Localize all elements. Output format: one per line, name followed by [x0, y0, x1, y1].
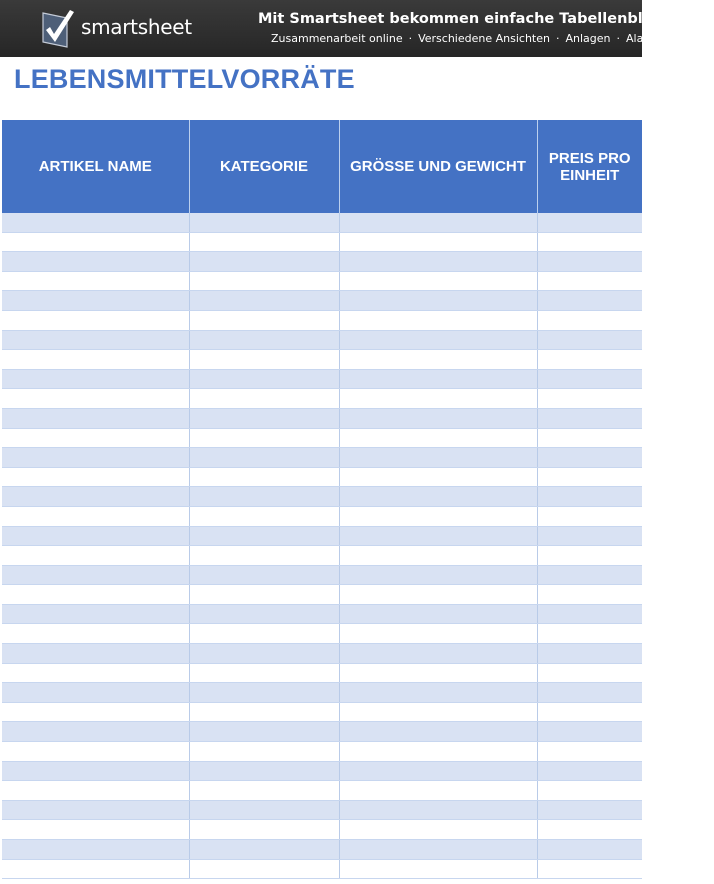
cell-category[interactable] — [189, 232, 339, 252]
table-row — [2, 761, 642, 781]
cell-size-weight[interactable] — [339, 310, 537, 330]
table-row — [2, 389, 642, 409]
cell-category[interactable] — [189, 350, 339, 370]
cell-item-name[interactable] — [2, 408, 189, 428]
feature-attachments: Anlagen — [565, 32, 611, 45]
cell-category[interactable] — [189, 624, 339, 644]
cell-category[interactable] — [189, 252, 339, 272]
cell-size-weight[interactable] — [339, 350, 537, 370]
table-row — [2, 487, 642, 507]
table-row — [2, 369, 642, 389]
cell-size-weight[interactable] — [339, 330, 537, 350]
cell-unit-price[interactable] — [537, 820, 642, 840]
inventory-table — [2, 120, 642, 879]
logo-wordmark: smartsheet — [81, 15, 192, 39]
cell-category[interactable] — [189, 800, 339, 820]
table-row — [2, 350, 642, 370]
cell-size-weight[interactable] — [339, 840, 537, 860]
cell-category[interactable] — [189, 663, 339, 683]
cell-unit-price[interactable] — [537, 487, 642, 507]
cell-unit-price[interactable] — [537, 585, 642, 605]
cell-item-name[interactable] — [2, 585, 189, 605]
cell-category[interactable] — [189, 702, 339, 722]
table-row — [2, 683, 642, 703]
cell-size-weight[interactable] — [339, 526, 537, 546]
banner-tagline[interactable]: Mit Smartsheet bekommen einfache Tabellenblätter ein — [258, 11, 714, 27]
cell-item-name[interactable] — [2, 232, 189, 252]
cell-category[interactable] — [189, 546, 339, 566]
header-category[interactable]: KATEGORIE — [189, 120, 339, 213]
banner-feature-list[interactable] — [271, 32, 648, 45]
cell-category[interactable] — [189, 330, 339, 350]
smartsheet-checkmark-icon — [40, 9, 78, 49]
table-row — [2, 644, 642, 664]
cell-item-name[interactable] — [2, 467, 189, 487]
table-header-row — [2, 120, 642, 213]
cell-unit-price[interactable] — [537, 722, 642, 742]
cell-category[interactable] — [189, 271, 339, 291]
cell-item-name[interactable] — [2, 213, 189, 232]
cell-category[interactable] — [189, 310, 339, 330]
cell-unit-price[interactable] — [537, 742, 642, 762]
cell-size-weight[interactable] — [339, 546, 537, 566]
cell-item-name[interactable] — [2, 781, 189, 801]
cell-item-name[interactable] — [2, 546, 189, 566]
cell-size-weight[interactable] — [339, 742, 537, 762]
cell-size-weight[interactable] — [339, 604, 537, 624]
cell-size-weight[interactable] — [339, 408, 537, 428]
cell-size-weight[interactable] — [339, 428, 537, 448]
cell-item-name[interactable] — [2, 330, 189, 350]
cell-category[interactable] — [189, 859, 339, 879]
cell-unit-price[interactable] — [537, 683, 642, 703]
cell-size-weight[interactable] — [339, 702, 537, 722]
cell-category[interactable] — [189, 820, 339, 840]
cell-unit-price[interactable] — [537, 624, 642, 644]
cell-unit-price[interactable] — [537, 467, 642, 487]
cell-category[interactable] — [189, 644, 339, 664]
cell-item-name[interactable] — [2, 369, 189, 389]
cell-unit-price[interactable] — [537, 761, 642, 781]
table-row — [2, 840, 642, 860]
table-row — [2, 467, 642, 487]
cell-unit-price[interactable] — [537, 702, 642, 722]
cell-unit-price[interactable] — [537, 389, 642, 409]
cell-unit-price[interactable] — [537, 369, 642, 389]
cell-category[interactable] — [189, 565, 339, 585]
table-row — [2, 820, 642, 840]
cell-unit-price[interactable] — [537, 252, 642, 272]
cell-item-name[interactable] — [2, 722, 189, 742]
table-row — [2, 585, 642, 605]
table-row — [2, 546, 642, 566]
table-row — [2, 526, 642, 546]
cell-unit-price[interactable] — [537, 271, 642, 291]
header-unit-price[interactable]: PREIS PRO EINHEIT — [537, 120, 642, 213]
cell-size-weight[interactable] — [339, 467, 537, 487]
cell-category[interactable] — [189, 683, 339, 703]
cell-item-name[interactable] — [2, 663, 189, 683]
cell-category[interactable] — [189, 487, 339, 507]
table-row — [2, 702, 642, 722]
table-row — [2, 252, 642, 272]
cell-item-name[interactable] — [2, 389, 189, 409]
smartsheet-logo[interactable] — [40, 9, 192, 49]
table-row — [2, 408, 642, 428]
table-row — [2, 291, 642, 311]
cell-size-weight[interactable] — [339, 252, 537, 272]
cell-size-weight[interactable] — [339, 859, 537, 879]
cell-unit-price[interactable] — [537, 213, 642, 232]
cell-unit-price[interactable] — [537, 408, 642, 428]
table-row — [2, 232, 642, 252]
header-size-weight[interactable]: GRÖSSE UND GEWICHT — [339, 120, 537, 213]
cell-item-name[interactable] — [2, 350, 189, 370]
header-item-name[interactable]: ARTIKEL NAME — [2, 120, 189, 213]
cell-size-weight[interactable] — [339, 820, 537, 840]
cell-unit-price[interactable] — [537, 859, 642, 879]
cell-category[interactable] — [189, 840, 339, 860]
cell-category[interactable] — [189, 428, 339, 448]
table-row — [2, 565, 642, 585]
cell-item-name[interactable] — [2, 702, 189, 722]
cell-size-weight[interactable] — [339, 585, 537, 605]
cell-size-weight[interactable] — [339, 448, 537, 468]
cell-item-name[interactable] — [2, 271, 189, 291]
cell-size-weight[interactable] — [339, 232, 537, 252]
table-row — [2, 330, 642, 350]
cell-size-weight[interactable] — [339, 291, 537, 311]
smartsheet-banner[interactable] — [0, 0, 714, 57]
cell-category[interactable] — [189, 291, 339, 311]
feature-alerts: Alar — [626, 32, 648, 45]
cell-item-name[interactable] — [2, 310, 189, 330]
cell-unit-price[interactable] — [537, 565, 642, 585]
cell-category[interactable] — [189, 742, 339, 762]
cell-size-weight[interactable] — [339, 722, 537, 742]
cell-category[interactable] — [189, 467, 339, 487]
cell-size-weight[interactable] — [339, 781, 537, 801]
feature-separator: · — [408, 32, 413, 45]
cell-item-name[interactable] — [2, 820, 189, 840]
cell-category[interactable] — [189, 604, 339, 624]
cell-item-name[interactable] — [2, 448, 189, 468]
cell-unit-price[interactable] — [537, 800, 642, 820]
table-row — [2, 800, 642, 820]
cell-item-name[interactable] — [2, 683, 189, 703]
cell-category[interactable] — [189, 506, 339, 526]
cell-item-name[interactable] — [2, 565, 189, 585]
cell-item-name[interactable] — [2, 742, 189, 762]
cell-category[interactable] — [189, 722, 339, 742]
cell-unit-price[interactable] — [537, 840, 642, 860]
cell-item-name[interactable] — [2, 252, 189, 272]
table-row — [2, 604, 642, 624]
cell-category[interactable] — [189, 448, 339, 468]
cell-size-weight[interactable] — [339, 644, 537, 664]
cell-item-name[interactable] — [2, 644, 189, 664]
cell-item-name[interactable] — [2, 428, 189, 448]
feature-collaboration: Zusammenarbeit online — [271, 32, 403, 45]
cell-size-weight[interactable] — [339, 487, 537, 507]
cell-item-name[interactable] — [2, 624, 189, 644]
cell-category[interactable] — [189, 408, 339, 428]
table-row — [2, 310, 642, 330]
cell-unit-price[interactable] — [537, 644, 642, 664]
feature-views: Verschiedene Ansichten — [418, 32, 550, 45]
cell-size-weight[interactable] — [339, 213, 537, 232]
cell-size-weight[interactable] — [339, 663, 537, 683]
cell-unit-price[interactable] — [537, 330, 642, 350]
cell-size-weight[interactable] — [339, 800, 537, 820]
table-row — [2, 742, 642, 762]
cell-item-name[interactable] — [2, 604, 189, 624]
cell-size-weight[interactable] — [339, 506, 537, 526]
cell-category[interactable] — [189, 781, 339, 801]
feature-separator: · — [616, 32, 620, 45]
cell-unit-price[interactable] — [537, 428, 642, 448]
table-row — [2, 663, 642, 683]
cell-unit-price[interactable] — [537, 232, 642, 252]
table-row — [2, 781, 642, 801]
table-row — [2, 624, 642, 644]
cell-unit-price[interactable] — [537, 604, 642, 624]
cell-size-weight[interactable] — [339, 565, 537, 585]
table-row — [2, 722, 642, 742]
table-row — [2, 506, 642, 526]
cell-item-name[interactable] — [2, 800, 189, 820]
cell-size-weight[interactable] — [339, 271, 537, 291]
cell-size-weight[interactable] — [339, 761, 537, 781]
cell-unit-price[interactable] — [537, 546, 642, 566]
cell-size-weight[interactable] — [339, 683, 537, 703]
cell-item-name[interactable] — [2, 291, 189, 311]
table-row — [2, 859, 642, 879]
cell-category[interactable] — [189, 369, 339, 389]
cell-unit-price[interactable] — [537, 506, 642, 526]
table-row — [2, 213, 642, 232]
cell-category[interactable] — [189, 761, 339, 781]
cell-item-name[interactable] — [2, 859, 189, 879]
table-row — [2, 448, 642, 468]
table-body — [2, 213, 642, 879]
cell-category[interactable] — [189, 213, 339, 232]
cell-unit-price[interactable] — [537, 448, 642, 468]
cell-size-weight[interactable] — [339, 624, 537, 644]
cell-item-name[interactable] — [2, 487, 189, 507]
cell-item-name[interactable] — [2, 526, 189, 546]
cell-category[interactable] — [189, 585, 339, 605]
cell-unit-price[interactable] — [537, 526, 642, 546]
cell-category[interactable] — [189, 526, 339, 546]
cell-unit-price[interactable] — [537, 350, 642, 370]
cell-unit-price[interactable] — [537, 291, 642, 311]
cell-unit-price[interactable] — [537, 310, 642, 330]
table-row — [2, 271, 642, 291]
cell-item-name[interactable] — [2, 761, 189, 781]
cell-size-weight[interactable] — [339, 369, 537, 389]
cell-category[interactable] — [189, 389, 339, 409]
cell-unit-price[interactable] — [537, 781, 642, 801]
cell-item-name[interactable] — [2, 506, 189, 526]
cell-unit-price[interactable] — [537, 663, 642, 683]
table-row — [2, 428, 642, 448]
page-title: LEBENSMITTELVORRÄTE — [14, 64, 355, 94]
feature-separator: · — [555, 32, 560, 45]
cell-size-weight[interactable] — [339, 389, 537, 409]
cell-item-name[interactable] — [2, 840, 189, 860]
